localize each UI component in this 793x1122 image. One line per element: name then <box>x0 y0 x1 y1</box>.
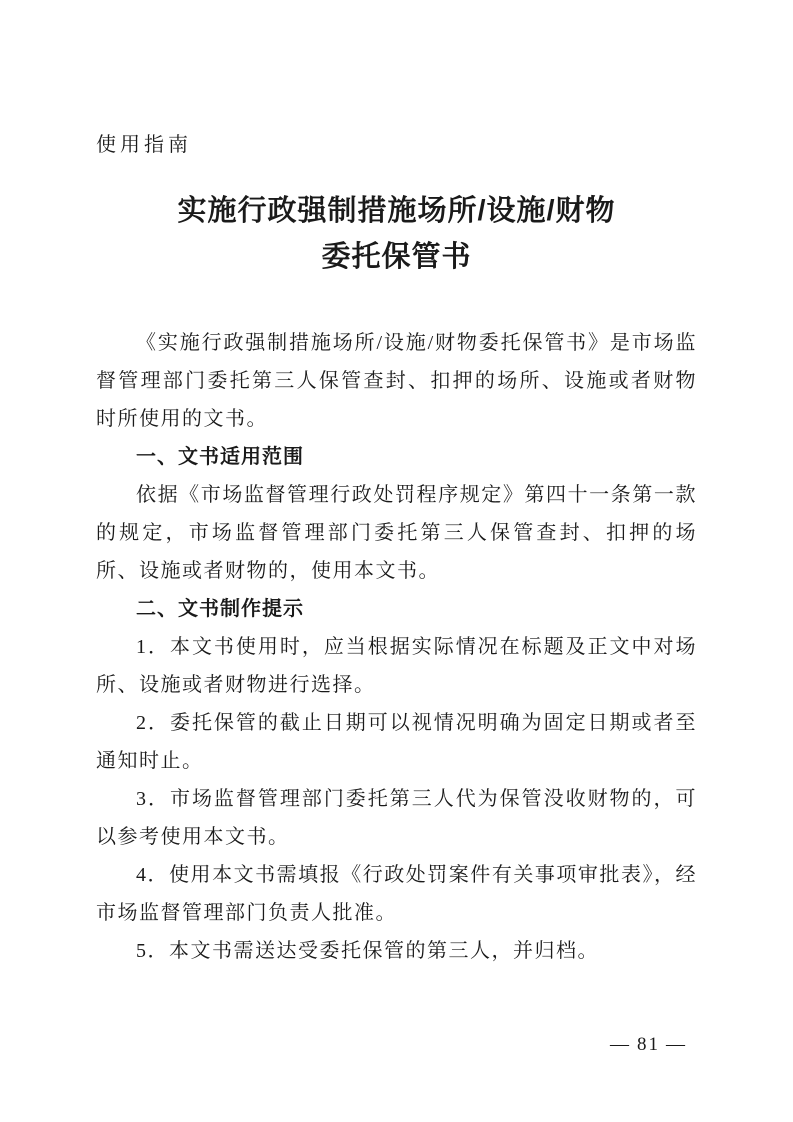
page-number <box>604 1034 693 1056</box>
document-title <box>96 188 697 280</box>
section-1-paragraph: 依据《市场监督管理行政处罚程序规定》第四十一条第一款的规定，市场监督管理部门委托第三人保管查封、扣押的场所、设施或者财物的，使用本文书。 <box>96 484 697 582</box>
document-title-line1: 实施行政强制措施场所/设施/财物 <box>177 195 616 227</box>
intro-paragraph: 《实施行政强制措施场所/设施/财物委托保管书》是市场监督管理部门委托第三人保管查封、扣押的场所、设施或者财物时所使用的文书。 <box>96 332 697 430</box>
section-2-item-4: 4．使用本文书需填报《行政处罚案件有关事项审批表》，经市场监督管理部门负责人批准。 <box>96 864 697 924</box>
page-number-dash-left: — <box>610 1034 631 1055</box>
page-number-value: 81 <box>637 1034 660 1055</box>
document-title-line2: 委托保管书 <box>321 241 472 273</box>
section-2-item-5: 5．本文书需送达受委托保管的第三人，并归档。 <box>136 940 599 962</box>
document-type-label: 使用指南 <box>96 134 192 156</box>
section-1-heading: 一、文书适用范围 <box>136 446 304 468</box>
section-2-item-1: 1．本文书使用时，应当根据实际情况在标题及正文中对场所、设施或者财物进行选择。 <box>96 636 697 696</box>
document-body <box>96 324 697 970</box>
section-2-heading: 二、文书制作提示 <box>136 598 304 620</box>
page-number-dash-right: — <box>666 1034 687 1055</box>
section-2-item-3: 3．市场监督管理部门委托第三人代为保管没收财物的，可以参考使用本文书。 <box>96 788 697 848</box>
section-2-item-2: 2．委托保管的截止日期可以视情况明确为固定日期或者至通知时止。 <box>96 712 697 772</box>
